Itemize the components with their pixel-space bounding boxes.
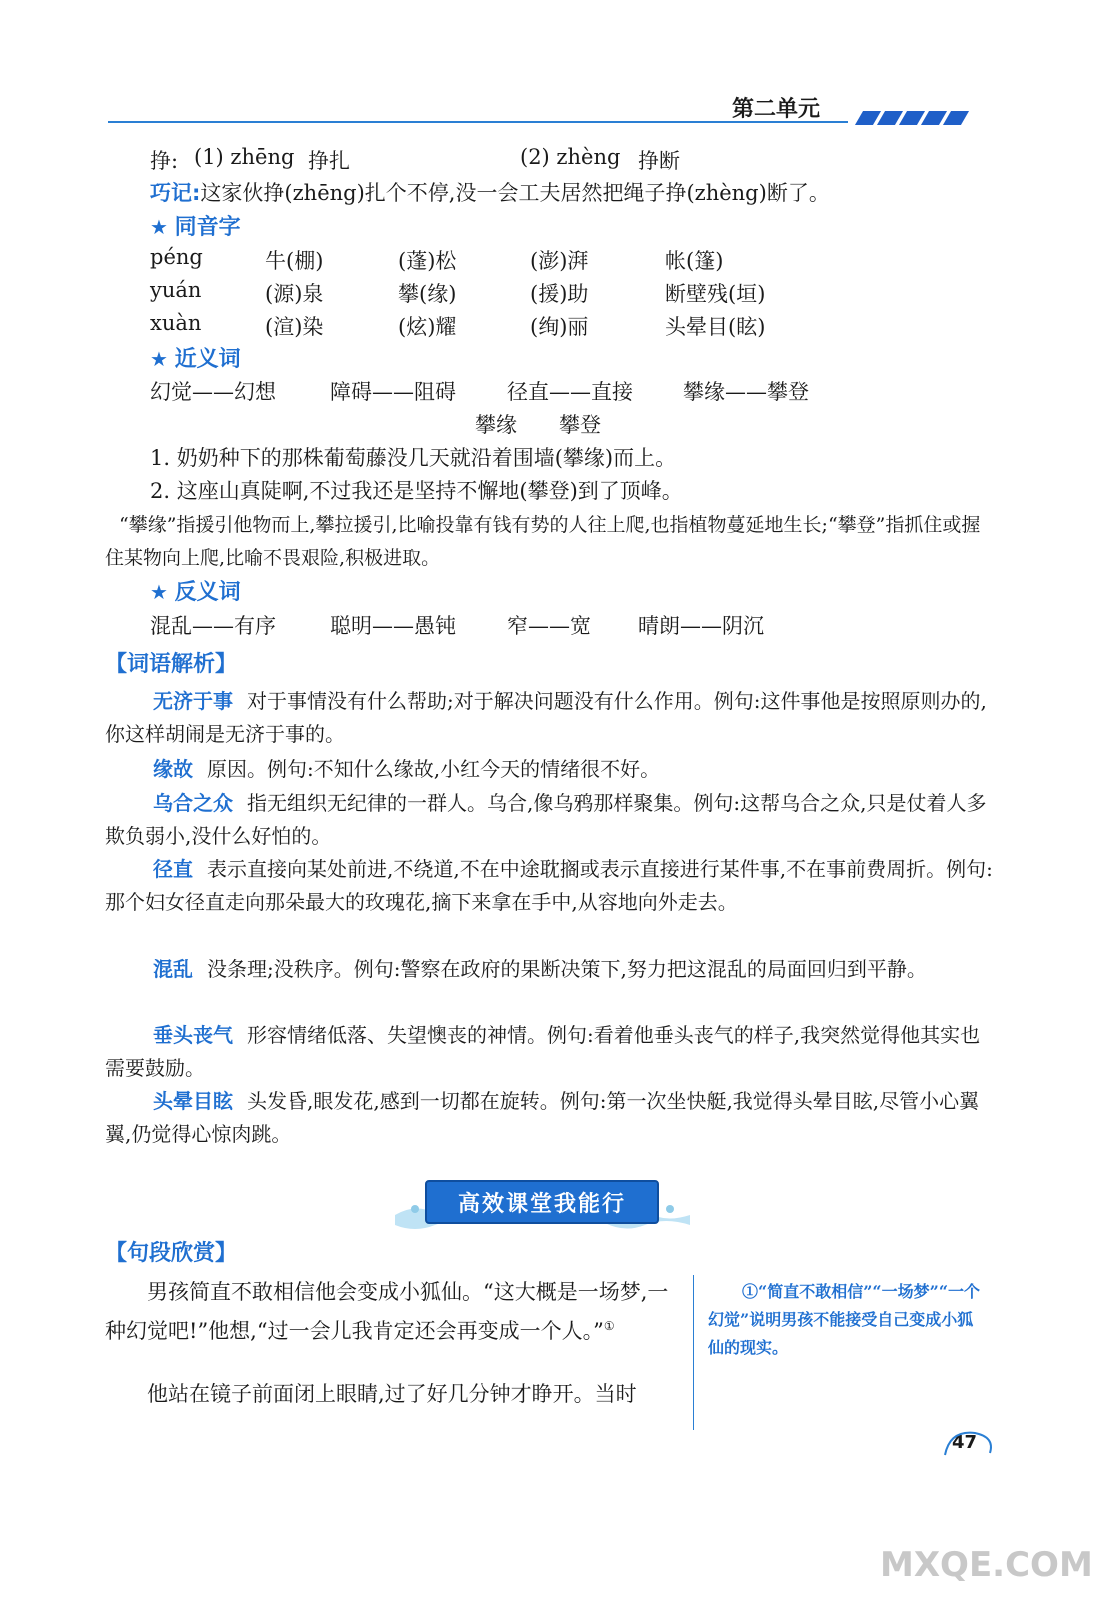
antonym-pairs: 混乱——有序 聪明——愚钝 窄——宽 晴朗——阴沉	[150, 614, 764, 638]
star-icon: ★	[150, 347, 168, 371]
zheng-line: 挣: (1) zhēng 挣扎 (2) zhèng 挣断	[150, 145, 680, 173]
homophone-row: xuàn (渲)染 (炫)耀 (绚)丽 头晕目(眩)	[150, 311, 766, 339]
appreciation-paragraph: 他站在镜子前面闭上眼睛,过了好几分钟才睁开。当时	[147, 1382, 637, 1406]
page-number: 47	[952, 1432, 978, 1453]
banner	[425, 1180, 659, 1224]
unit-title: 第二单元	[732, 97, 821, 122]
word-entry: 混乱 没条理;没秩序。例句:警察在政府的果断决策下,努力把这混乱的局面回归到平静。	[153, 957, 927, 981]
word-entry: 头晕目眩 头发昏,眼发花,感到一切都在旋转。例句:第一次坐快艇,我觉得头晕目眩,尽管小心翼翼,仍觉得心惊肉跳。	[105, 1089, 980, 1146]
homophones-heading: ★ 同音字	[150, 215, 241, 240]
watermark: MXQE.COM	[880, 1545, 1093, 1585]
homophone-row: yuán (源)泉 攀(缘) (援)助 断壁残(垣)	[150, 278, 766, 306]
page-swirl-icon	[940, 1425, 1000, 1469]
synonym-compare-words: 攀缘 攀登	[475, 413, 601, 437]
star-icon: ★	[150, 215, 168, 239]
synonym-explanation: “攀缘”指援引他物而上,攀拉援引,比喻投靠有钱有势的人往上爬,也指植物蔓延地生长;“攀登”指抓住或握住某物向上爬,比喻不畏艰险,积极进取。	[105, 514, 981, 569]
banner-text: 高效课堂我能行	[457, 1191, 626, 1217]
word-entry: 乌合之众 指无组织无纪律的一群人。乌合,像乌鸦那样聚集。例句:这帮乌合之众,只是仗着人多欺负弱小,没什么好怕的。	[105, 791, 987, 848]
word-entry: 缘故 原因。例句:不知什么缘故,小红今天的情绪很不好。	[153, 757, 661, 781]
antonyms-heading: ★ 反义词	[150, 580, 241, 605]
header-stripes	[855, 110, 965, 129]
synonym-sentence: 2. 这座山真陡啊,不过我还是坚持不懈地(攀登)到了顶峰。	[150, 479, 683, 503]
word-analysis-title: 【词语解析】	[105, 652, 238, 677]
margin-divider	[693, 1275, 694, 1430]
synonym-pairs: 幻觉——幻想 障碍——阻碍 径直——直接 攀缘——攀登	[150, 380, 809, 404]
word-entry: 径直 表示直接向某处前进,不绕道,不在中途耽搁或表示直接进行某件事,不在事前费周折。例句:那个妇女径直走向那朵最大的玫瑰花,摘下来拿在手中,从容地向外走去。	[105, 857, 993, 914]
zheng-tip: 巧记:这家伙挣(zhēng)扎个不停,没一会工夫居然把绳子挣(zhèng)断了。	[150, 181, 830, 205]
synonyms-heading: ★ 近义词	[150, 347, 241, 372]
homophone-row: péng 牛(棚) (蓬)松 (澎)湃 帐(篷)	[150, 245, 724, 273]
star-icon: ★	[150, 580, 168, 604]
appreciation-paragraph: 男孩简直不敢相信他会变成小狐仙。“这大概是一场梦,一种幻觉吧!”他想,“过一会儿我肯定还会再变成一个人。”①	[105, 1280, 669, 1343]
appreciation-title: 【句段欣赏】	[105, 1241, 238, 1266]
synonym-sentence: 1. 奶奶种下的那株葡萄藤没几天就沿着围墙(攀缘)而上。	[150, 446, 677, 470]
word-entry: 垂头丧气 形容情绪低落、失望懊丧的神情。例句:看着他垂头丧气的样子,我突然觉得他其实也需要鼓励。	[105, 1023, 981, 1080]
word-entry: 无济于事 对于事情没有什么帮助;对于解决问题没有什么作用。例句:这件事他是按照原则办的,你这样胡闹是无济于事的。	[105, 689, 987, 746]
side-note: ①“简直不敢相信”“一场梦”“一个幻觉”说明男孩不能接受自己变成小狐仙的现实。	[708, 1282, 981, 1357]
